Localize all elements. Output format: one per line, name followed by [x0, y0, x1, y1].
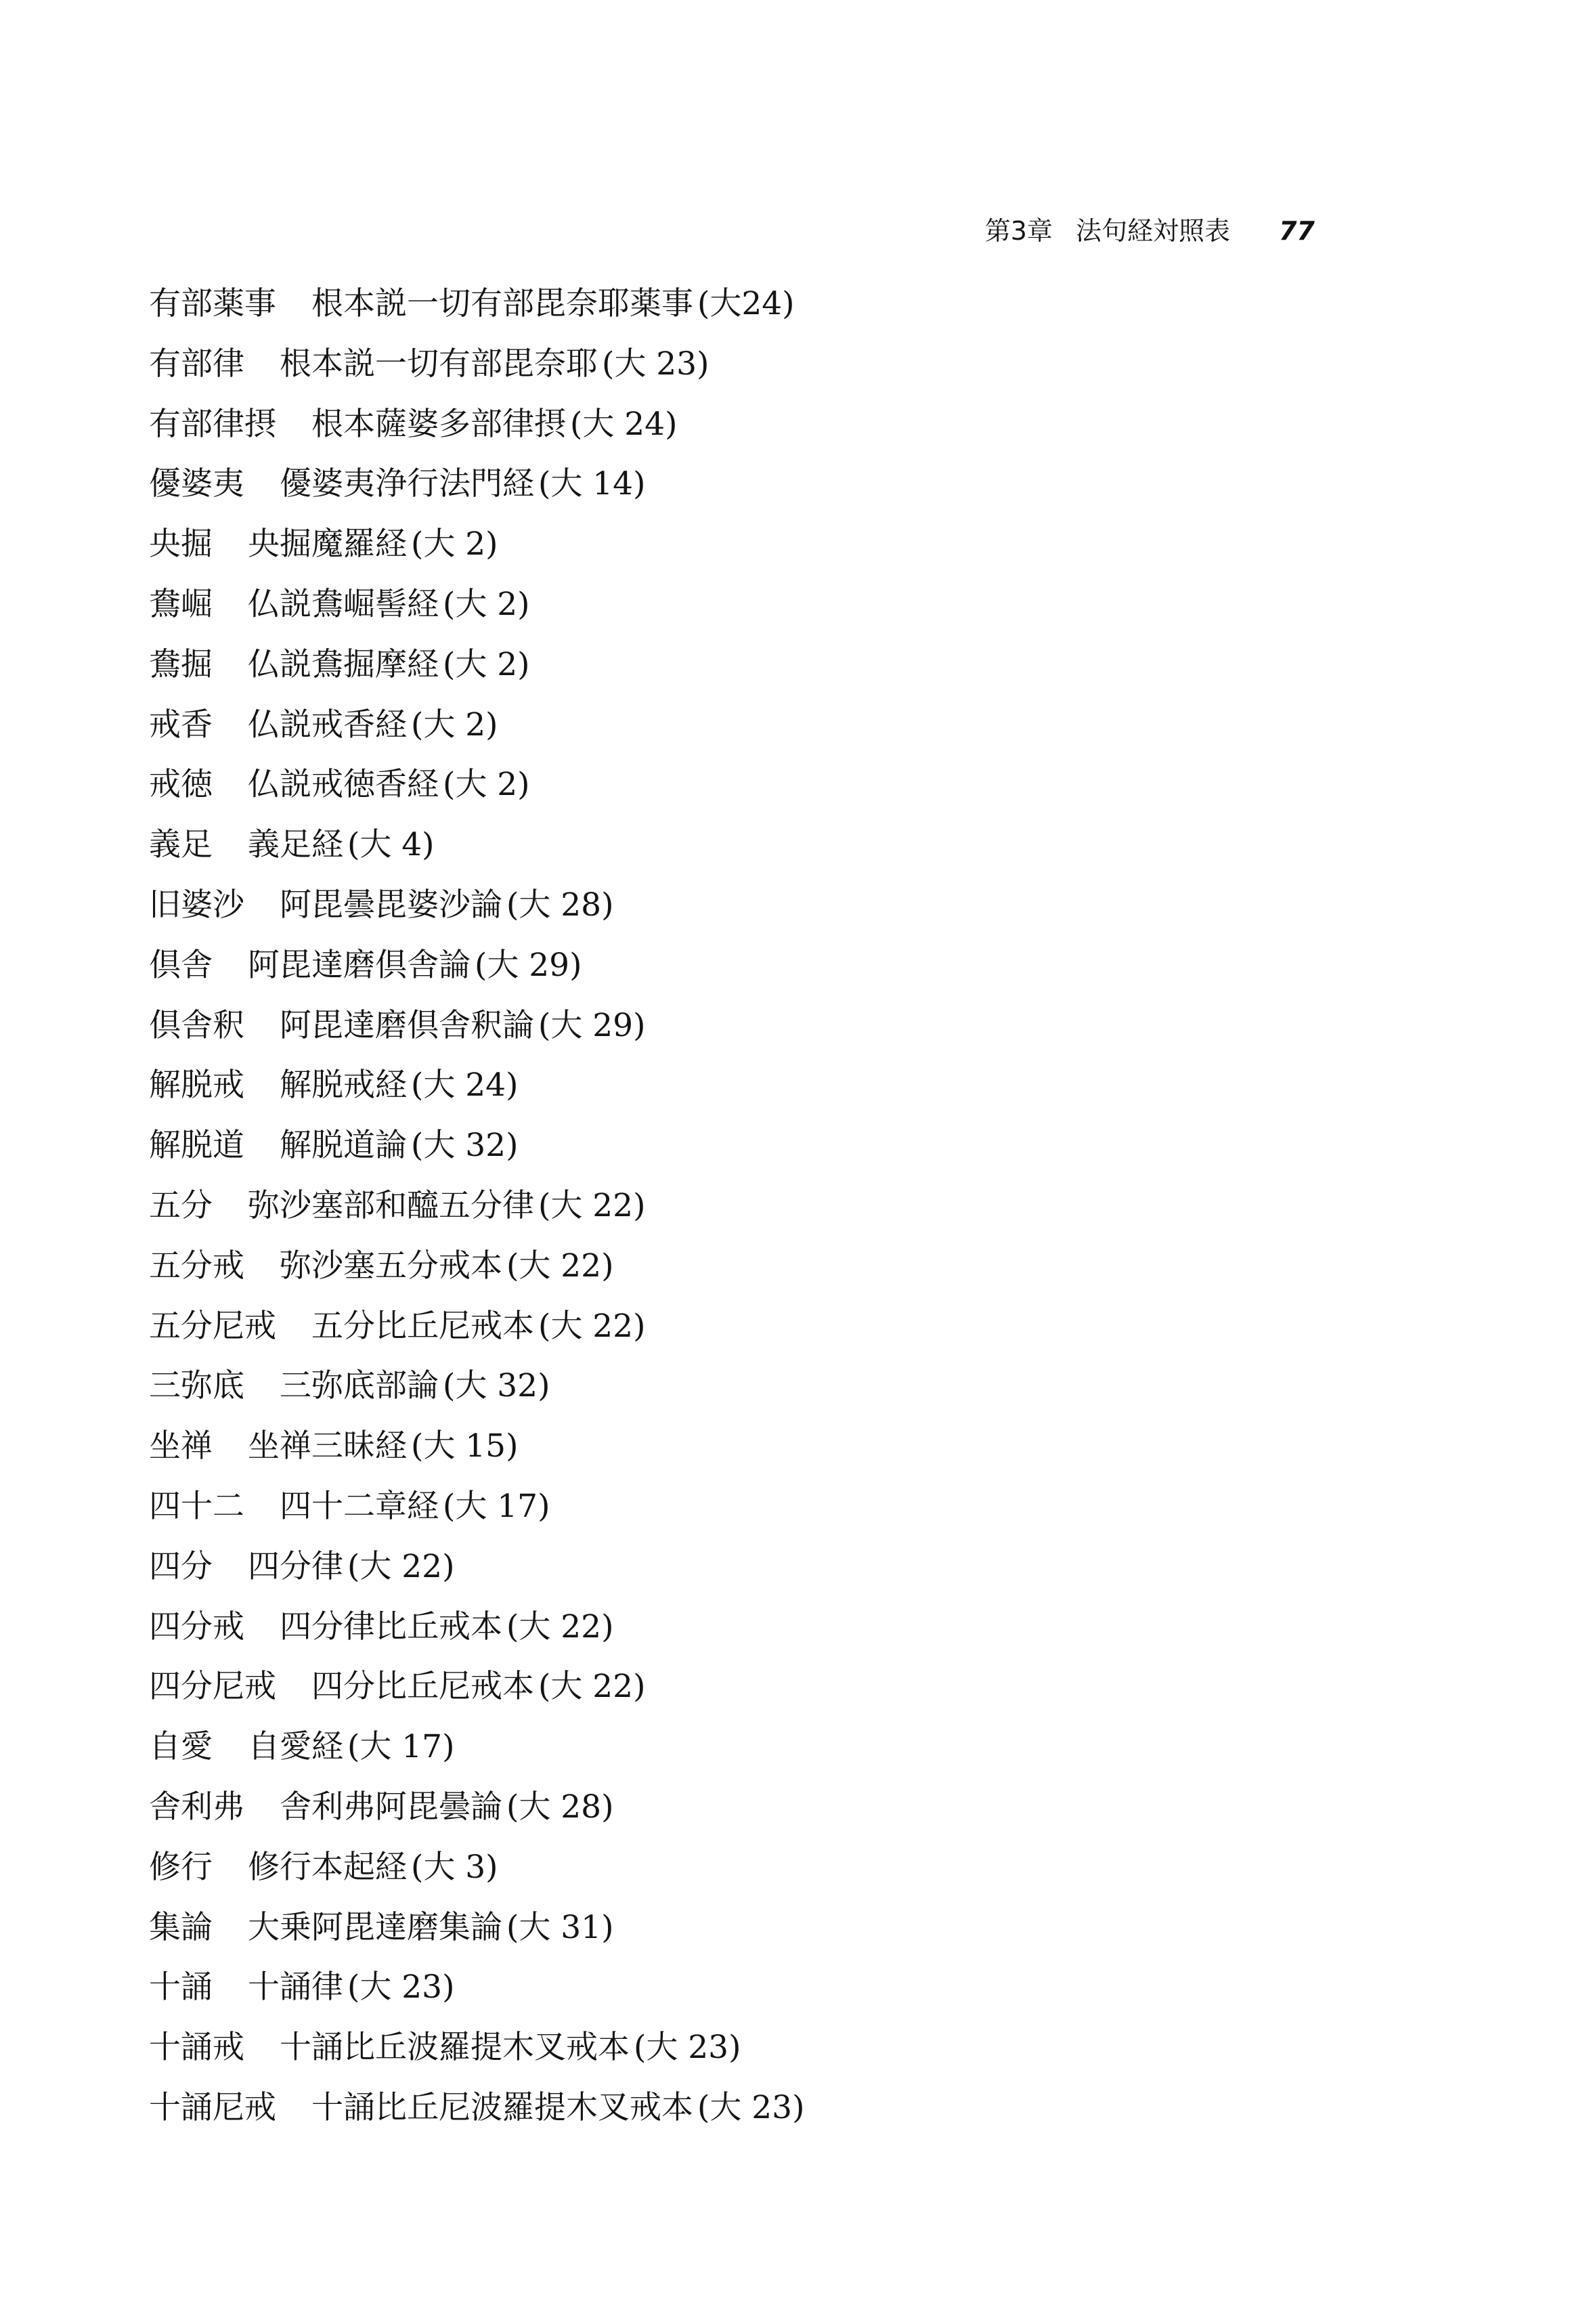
list-item — [149, 1297, 1435, 1357]
entry-abbreviation: 倶舎 — [149, 946, 213, 984]
entry-reference: (大 2) — [443, 766, 530, 804]
entry-full-title: 仏説鴦掘摩経 — [248, 645, 439, 683]
list-item — [149, 1898, 1435, 1958]
entry-reference: (大 29) — [538, 1006, 646, 1044]
entry-abbreviation: 鴦掘 — [149, 645, 213, 683]
entry-reference: (大 23) — [347, 1968, 455, 2006]
entry-reference: (大 32) — [411, 1127, 519, 1165]
entry-abbreviation: 有部律摂 — [149, 405, 276, 443]
list-item — [149, 1597, 1435, 1658]
entry-abbreviation: 十誦尼戒 — [149, 2088, 276, 2126]
entry-reference: (大 23) — [634, 2029, 741, 2067]
entry-abbreviation: 解脱道 — [149, 1127, 244, 1165]
list-item — [149, 1417, 1435, 1477]
entry-full-title: 大乗阿毘達磨集論 — [248, 1908, 502, 1946]
entry-abbreviation: 五分尼戒 — [149, 1307, 276, 1345]
list-item — [149, 454, 1435, 515]
list-item — [149, 575, 1435, 635]
list-item — [149, 335, 1435, 395]
entry-abbreviation: 舎利弗 — [149, 1788, 244, 1826]
entry-abbreviation: 三弥底 — [149, 1367, 244, 1405]
list-item — [149, 1537, 1435, 1597]
list-item — [149, 1356, 1435, 1417]
list-item — [149, 1236, 1435, 1297]
entry-full-title: 根本薩婆多部律摂 — [311, 405, 566, 443]
entry-reference: (大24) — [697, 285, 795, 322]
list-item — [149, 2078, 1435, 2138]
entry-reference: (大 24) — [411, 1067, 519, 1104]
entry-reference: (大 22) — [347, 1547, 455, 1585]
entry-abbreviation: 四分尼戒 — [149, 1668, 276, 1706]
entry-full-title: 修行本起経 — [248, 1848, 407, 1886]
entry-reference: (大 24) — [570, 405, 678, 443]
entry-abbreviation: 十誦 — [149, 1968, 213, 2006]
list-item — [149, 1838, 1435, 1898]
entry-reference: (大 2) — [411, 525, 498, 563]
entry-full-title: 四分律 — [248, 1547, 343, 1585]
list-item — [149, 1477, 1435, 1537]
entry-full-title: 五分比丘尼戒本 — [311, 1307, 534, 1345]
list-item — [149, 996, 1435, 1056]
entry-abbreviation: 四分 — [149, 1547, 213, 1585]
entry-reference: (大 23) — [602, 345, 709, 383]
entry-abbreviation: 四分戒 — [149, 1608, 244, 1645]
chapter-label: 第3章 — [984, 216, 1053, 246]
entry-abbreviation: 五分戒 — [149, 1247, 244, 1285]
entry-reference: (大 28) — [506, 1788, 614, 1826]
list-item — [149, 1056, 1435, 1116]
entry-abbreviation: 四十二 — [149, 1487, 244, 1525]
entry-full-title: 仏説戒徳香経 — [248, 766, 439, 804]
entry-full-title: 坐禅三昧経 — [248, 1427, 407, 1465]
entry-full-title: 自愛経 — [248, 1728, 343, 1766]
entry-full-title: 阿毘達磨倶舎釈論 — [280, 1006, 534, 1044]
entry-reference: (大 23) — [697, 2088, 805, 2126]
entry-reference: (大 28) — [506, 886, 614, 924]
entry-full-title: 義足経 — [248, 826, 343, 864]
entry-abbreviation: 鴦崛 — [149, 585, 213, 623]
entry-full-title: 解脱戒経 — [280, 1067, 407, 1104]
entry-full-title: 十誦律 — [248, 1968, 343, 2006]
entry-reference: (大 4) — [347, 826, 435, 864]
list-item — [149, 635, 1435, 695]
list-item — [149, 876, 1435, 936]
entry-reference: (大 32) — [443, 1367, 550, 1405]
entry-abbreviation: 十誦戒 — [149, 2029, 244, 2067]
entry-abbreviation: 倶舎釈 — [149, 1006, 244, 1044]
entry-abbreviation: 優婆夷 — [149, 465, 244, 503]
entry-full-title: 弥沙塞五分戒本 — [280, 1247, 502, 1285]
entry-full-title: 根本説一切有部毘奈耶薬事 — [311, 285, 693, 322]
entry-reference: (大 31) — [506, 1908, 614, 1946]
entry-reference: (大 29) — [475, 946, 582, 984]
page-number: 77 — [1279, 216, 1315, 246]
entry-full-title: 四十二章経 — [280, 1487, 439, 1525]
entry-full-title: 央掘魔羅経 — [248, 525, 407, 563]
entry-full-title: 三弥底部論 — [280, 1367, 439, 1405]
entry-abbreviation: 修行 — [149, 1848, 213, 1886]
entry-reference: (大 2) — [443, 585, 530, 623]
entry-abbreviation: 義足 — [149, 826, 213, 864]
entry-reference: (大 17) — [347, 1728, 455, 1766]
entry-reference: (大 17) — [443, 1487, 550, 1525]
entry-abbreviation: 央掘 — [149, 525, 213, 563]
entry-abbreviation: 戒徳 — [149, 766, 213, 804]
entry-reference: (大 22) — [538, 1668, 646, 1706]
list-item — [149, 1717, 1435, 1778]
list-item — [149, 1116, 1435, 1176]
list-item — [149, 815, 1435, 876]
entry-reference: (大 3) — [411, 1848, 498, 1886]
entry-full-title: 仏説鴦崛髻経 — [248, 585, 439, 623]
entry-full-title: 舎利弗阿毘曇論 — [280, 1788, 502, 1826]
entry-abbreviation: 集論 — [149, 1908, 213, 1946]
entry-abbreviation: 旧婆沙 — [149, 886, 244, 924]
entry-reference: (大 22) — [538, 1307, 646, 1345]
list-item — [149, 1778, 1435, 1838]
entry-abbreviation: 解脱戒 — [149, 1067, 244, 1104]
entry-reference: (大 2) — [443, 645, 530, 683]
list-item — [149, 1958, 1435, 2018]
list-item — [149, 936, 1435, 996]
entry-reference: (大 22) — [506, 1247, 614, 1285]
entry-abbreviation: 坐禅 — [149, 1427, 213, 1465]
entry-full-title: 仏説戒香経 — [248, 706, 407, 744]
entry-full-title: 解脱道論 — [280, 1127, 407, 1165]
entry-full-title: 阿毘達磨倶舎論 — [248, 946, 471, 984]
chapter-title: 法句経対照表 — [1076, 216, 1231, 246]
abbreviation-list — [149, 274, 1435, 2138]
list-item — [149, 515, 1435, 575]
entry-abbreviation: 自愛 — [149, 1728, 213, 1766]
entry-full-title: 四分比丘尼戒本 — [311, 1668, 534, 1706]
list-item — [149, 1176, 1435, 1236]
entry-full-title: 四分律比丘戒本 — [280, 1608, 502, 1645]
entry-reference: (大 2) — [411, 706, 498, 744]
list-item — [149, 1657, 1435, 1717]
entry-reference: (大 22) — [506, 1608, 614, 1645]
entry-abbreviation: 五分 — [149, 1186, 213, 1224]
list-item — [149, 2018, 1435, 2078]
list-item — [149, 755, 1435, 815]
entry-full-title: 根本説一切有部毘奈耶 — [280, 345, 598, 383]
entry-reference: (大 14) — [538, 465, 646, 503]
list-item — [149, 695, 1435, 756]
entry-full-title: 優婆夷浄行法門経 — [280, 465, 534, 503]
list-item — [149, 274, 1435, 335]
entry-abbreviation: 戒香 — [149, 706, 213, 744]
entry-full-title: 十誦比丘尼波羅提木叉戒本 — [311, 2088, 693, 2126]
entry-full-title: 弥沙塞部和醯五分律 — [248, 1186, 534, 1224]
entry-full-title: 十誦比丘波羅提木叉戒本 — [280, 2029, 630, 2067]
entry-reference: (大 22) — [538, 1186, 646, 1224]
entry-reference: (大 15) — [411, 1427, 519, 1465]
running-header — [985, 214, 1315, 248]
list-item — [149, 395, 1435, 455]
entry-abbreviation: 有部律 — [149, 345, 244, 383]
entry-full-title: 阿毘曇毘婆沙論 — [280, 886, 502, 924]
entry-abbreviation: 有部薬事 — [149, 285, 276, 322]
